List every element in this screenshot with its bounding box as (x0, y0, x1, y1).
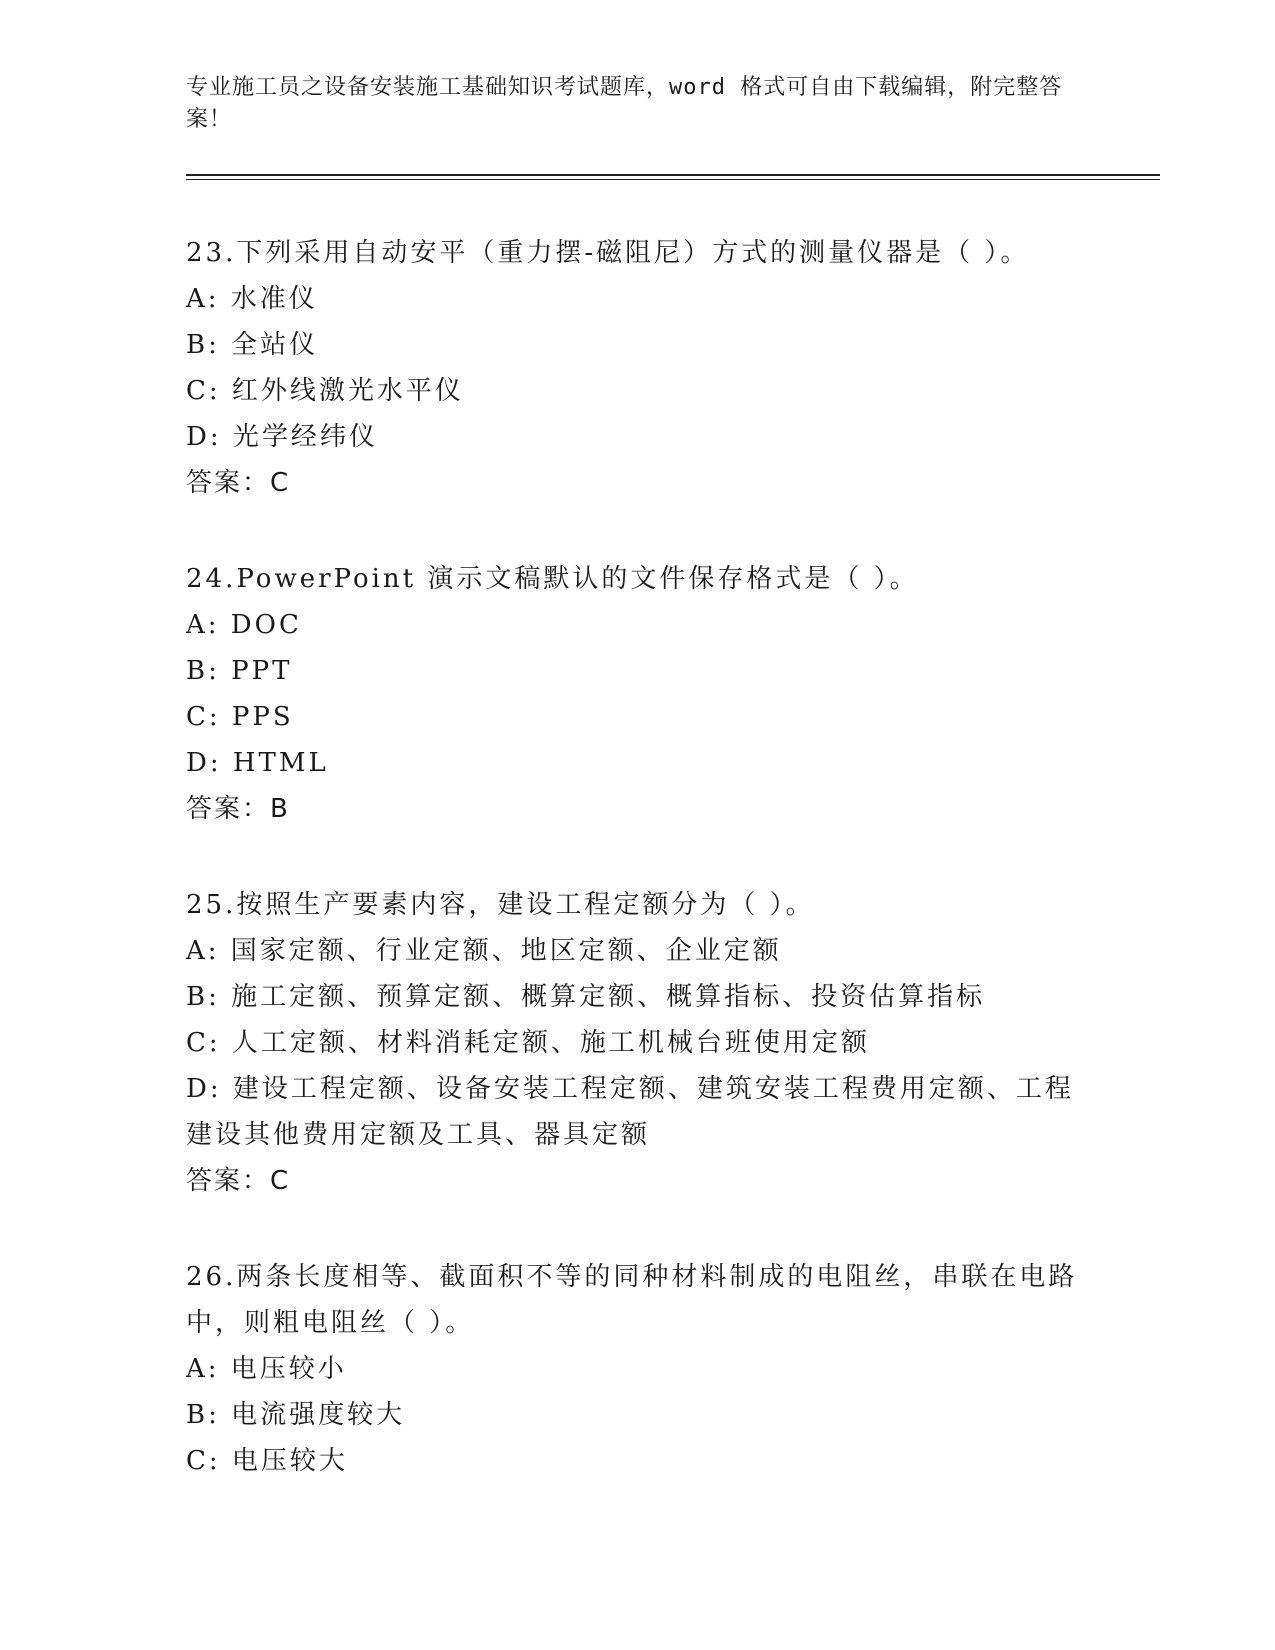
option-b: B: PPT (186, 656, 293, 686)
option-d: D: 光学经纬仪 (186, 422, 378, 452)
option-c: C: 电压较大 (186, 1446, 348, 1476)
question-26 (186, 1254, 1166, 1484)
option-b: B: 电流强度较大 (186, 1400, 406, 1430)
option-c: C: 红外线激光水平仪 (186, 376, 464, 406)
option-b: B: 全站仪 (186, 330, 319, 360)
option-a: A: 电压较小 (186, 1354, 347, 1384)
option-c: C: 人工定额、材料消耗定额、施工机械台班使用定额 (186, 1028, 870, 1058)
answer-line: 答案：C (186, 1166, 291, 1196)
option-b: B: 施工定额、预算定额、概算定额、概算指标、投资估算指标 (186, 982, 986, 1012)
question-25 (186, 882, 1166, 1204)
question-stem: 24.PowerPoint 演示文稿默认的文件保存格式是（ ）。 (186, 564, 919, 594)
question-23 (186, 230, 1166, 506)
question-stem: 23.下列采用自动安平（重力摆-磁阻尼）方式的测量仪器是（ ）。 (186, 238, 1030, 268)
option-a: A: 国家定额、行业定额、地区定额、企业定额 (186, 936, 782, 966)
question-list (186, 230, 1166, 1484)
option-c: C: PPS (186, 702, 294, 732)
question-24 (186, 556, 1166, 832)
option-d: D: HTML (186, 748, 329, 778)
header-divider (186, 174, 1160, 180)
document-page (186, 72, 1166, 1484)
document-header: 专业施工员之设备安装施工基础知识考试题库，word 格式可自由下载编辑，附完整答案！ (186, 75, 1063, 132)
question-stem: 25.按照生产要素内容，建设工程定额分为（ ）。 (186, 890, 815, 920)
option-a: A: 水准仪 (186, 284, 318, 314)
option-d: D: 建设工程定额、设备安装工程定额、建筑安装工程费用定额、工程建设其他费用定额及工具、器具定额 (186, 1074, 1074, 1150)
answer-line: 答案：B (186, 794, 290, 824)
option-a: A: DOC (186, 610, 302, 640)
answer-line: 答案：C (186, 468, 291, 498)
question-stem: 26.两条长度相等、截面积不等的同种材料制成的电阻丝，串联在电路中，则粗电阻丝（ ）。 (186, 1262, 1078, 1338)
